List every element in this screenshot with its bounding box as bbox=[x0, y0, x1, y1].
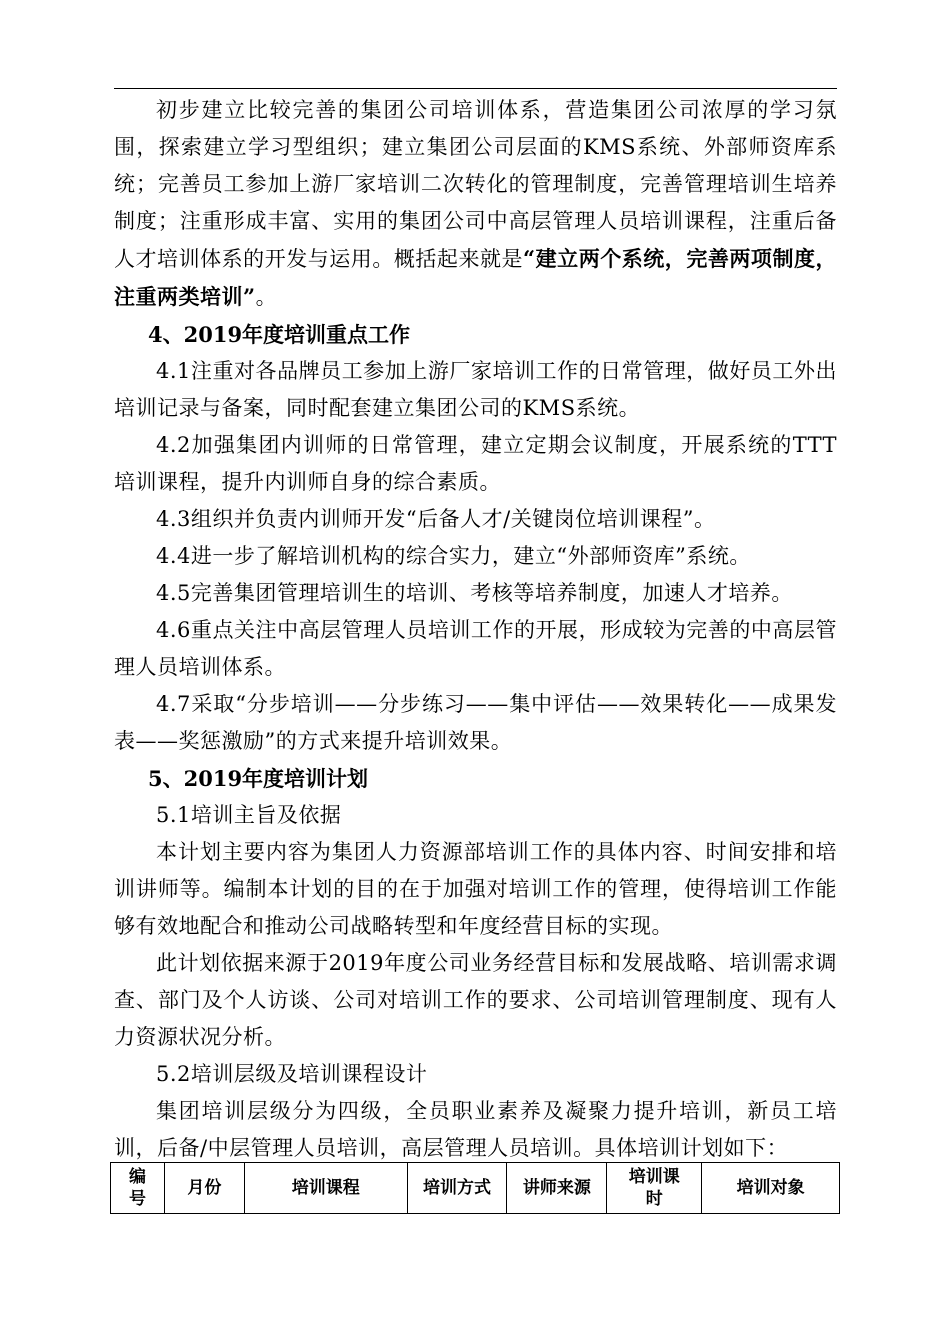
item-4-6: 4.6重点关注中高层管理人员培训工作的开展，形成较为完善的中高层管理人员培训体系。 bbox=[114, 618, 837, 679]
paragraph-5-1-a: 本计划主要内容为集团人力资源部培训工作的具体内容、时间安排和培训讲师等。编制本计划的目的在于加强对培训工作的管理，使得培训工作能够有效地配合和推动公司战略转型和年度经营目标的实现。 bbox=[114, 840, 837, 938]
header-method: 培训方式 bbox=[407, 1163, 507, 1214]
header-lecturer-source: 讲师来源 bbox=[507, 1163, 607, 1214]
item-4-4: 4.4进一步了解培训机构的综合实力，建立“外部师资库”系统。 bbox=[156, 544, 751, 568]
header-rule bbox=[114, 88, 837, 89]
header-course: 培训课程 bbox=[244, 1163, 407, 1214]
item-4-7: 4.7采取“分步培训——分步练习——集中评估——效果转化——成果发表——奖惩激励”的方式来提升培训效果。 bbox=[114, 692, 837, 753]
intro-paragraph bbox=[114, 92, 837, 316]
header-number: 编号 bbox=[111, 1163, 165, 1214]
document-body bbox=[114, 92, 837, 1167]
intro-end: 。 bbox=[255, 285, 278, 309]
training-plan-table bbox=[110, 1162, 840, 1214]
item-4-1: 4.1注重对各品牌员工参加上游厂家培训工作的日常管理，做好员工外出培训记录与备案，同时配套建立集团公司的KMS系统。 bbox=[114, 359, 837, 420]
subsection-5-2: 5.2培训层级及培训课程设计 bbox=[156, 1062, 428, 1086]
section5-heading: 5、2019年度培训计划 bbox=[148, 766, 369, 791]
section4-heading: 4、2019年度培训重点工作 bbox=[148, 322, 411, 347]
subsection-5-1: 5.1培训主旨及依据 bbox=[156, 803, 342, 827]
paragraph-5-1-b: 此计划依据来源于2019年度公司业务经营目标和发展战略、培训需求调查、部门及个人访谈、公司对培训工作的要求、公司培训管理制度、现有人力资源状况分析。 bbox=[114, 951, 837, 1049]
paragraph-5-2: 集团培训层级分为四级，全员职业素养及凝聚力提升培训，新员工培训，后备/中层管理人员培训，高层管理人员培训。具体培训计划如下： bbox=[114, 1099, 837, 1160]
item-4-5: 4.5完善集团管理培训生的培训、考核等培养制度，加速人才培养。 bbox=[156, 581, 793, 605]
table-header-row bbox=[111, 1163, 840, 1214]
item-4-2: 4.2加强集团内训师的日常管理，建立定期会议制度，开展系统的TTT培训课程，提升内训师自身的综合素质。 bbox=[114, 433, 837, 494]
intro-text: 初步建立比较完善的集团公司培训体系，营造集团公司浓厚的学习氛围，探索建立学习型组织；建立集团公司层面的KMS系统、外部师资库系统；完善员工参加上游厂家培训二次转化的管理制度，完善管理培训生培养制度；注重形成丰富、实用的集团公司中高层管理人员培训课程，注重后备人才培训体系的开发与运用。概括起来就是 bbox=[114, 98, 837, 271]
intro-bold-summary: “建立两个系统，完善两项制度，注重两类培训” bbox=[114, 246, 838, 309]
item-4-3: 4.3组织并负责内训师开发“后备人才/关键岗位培训课程”。 bbox=[156, 507, 716, 531]
header-month: 月份 bbox=[164, 1163, 244, 1214]
header-hours: 培训课时 bbox=[607, 1163, 702, 1214]
header-audience: 培训对象 bbox=[702, 1163, 840, 1214]
